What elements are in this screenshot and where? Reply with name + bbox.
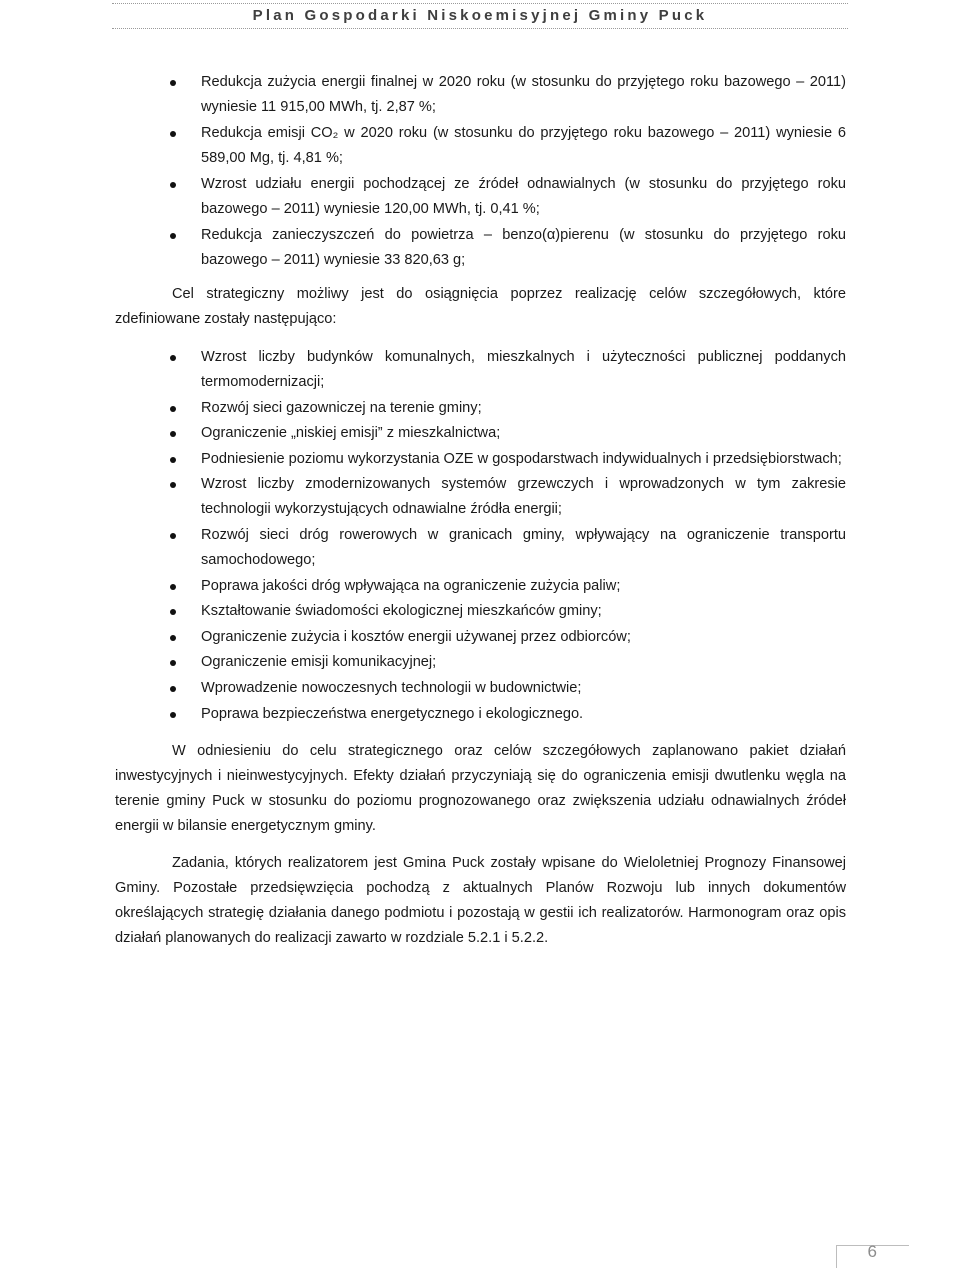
list-item: Redukcja zużycia energii finalnej w 2020 roku (w stosunku do przyjętego roku bazowego – 2011) wyniesie 11 915,00 MWh, tj. 2,87 %;: [115, 70, 846, 120]
bullet-icon: [170, 686, 176, 692]
list-item: Rozwój sieci dróg rowerowych w granicach gminy, wpływający na ograniczenie transportu samochodowego;: [115, 523, 846, 573]
bullet-icon: [170, 482, 176, 488]
header-rule-bottom: [112, 28, 848, 29]
bullet-icon: [170, 406, 176, 412]
list-item: Rozwój sieci gazowniczej na terenie gminy;: [115, 396, 846, 421]
list-item: Redukcja zanieczyszczeń do powietrza – benzo(α)pierenu (w stosunku do przyjętego roku bazowego – 2011) wyniesie 33 820,63 g;: [115, 223, 846, 273]
action-package-paragraph: W odniesieniu do celu strategicznego oraz celów szczegółowych zaplanowano pakiet działań inwestycyjnych i nieinwestycyjnych. Efekty działań przyczyniają się do ograniczenia emisji dwutlenku węgla na terenie gminy Puck w stosunku do poziomu prognozowanego oraz zwiększenia udziału odnawialnych źródeł energii w bilansie energetycznym gminy.: [115, 743, 846, 835]
list-item: Wprowadzenie nowoczesnych technologii w budownictwie;: [115, 676, 846, 701]
bullet-icon: [170, 609, 176, 615]
list-item: Wzrost liczby zmodernizowanych systemów grzewczych i wprowadzonych w tym zakresie technologii wykorzystujących odnawialne źródła energii;: [115, 472, 846, 522]
specific-goals-list: [115, 345, 846, 727]
bullet-icon: [170, 431, 176, 437]
intro-paragraph: Cel strategiczny możliwy jest do osiągnięcia poprzez realizację celów szczegółowych, które zdefiniowane zostały następująco:: [115, 286, 846, 327]
list-item: Ograniczenie „niskiej emisji” z mieszkalnictwa;: [115, 421, 846, 446]
bullet-icon: [170, 457, 176, 463]
page-footer: [836, 1242, 909, 1268]
page-number: 6: [867, 1242, 877, 1261]
page-header: [112, 0, 848, 30]
list-item: Wzrost udziału energii pochodzącej ze źródeł odnawialnych (w stosunku do przyjętego roku bazowego – 2011) wyniesie 120,00 MWh, tj. 0,41 %;: [115, 172, 846, 222]
tasks-paragraph: Zadania, których realizatorem jest Gmina Puck zostały wpisane do Wieloletniej Prognozy Finansowej Gminy. Pozostałe przedsięwzięcia pochodzą z aktualnych Planów Rozwoju lub innych dokumentów określających strategię działania danego podmiotu i pozostają w gestii ich realizatorów. Harmonogram oraz opis działań planowanych do realizacji zawarto w rozdziale 5.2.1 i 5.2.2.: [115, 855, 846, 947]
bullet-icon: [170, 182, 176, 188]
list-item: Redukcja emisji CO₂ w 2020 roku (w stosunku do przyjętego roku bazowego – 2011) wyniesie 6 589,00 Mg, tj. 4,81 %;: [115, 121, 846, 171]
list-item: Kształtowanie świadomości ekologicznej mieszkańców gminy;: [115, 599, 846, 624]
target-indicators-list: [115, 70, 846, 273]
bullet-icon: [170, 533, 176, 539]
document-body: [115, 70, 846, 951]
bullet-icon: [170, 233, 176, 239]
bullet-icon: [170, 355, 176, 361]
header-rule-top: [112, 3, 848, 4]
bullet-icon: [170, 584, 176, 590]
bullet-icon: [170, 131, 176, 137]
list-item: Wzrost liczby budynków komunalnych, mieszkalnych i użyteczności publicznej poddanych termomodernizacji;: [115, 345, 846, 395]
bullet-icon: [170, 660, 176, 666]
bullet-icon: [170, 635, 176, 641]
header-title: Plan Gospodarki Niskoemisyjnej Gminy Puck: [252, 7, 708, 24]
list-item: Poprawa bezpieczeństwa energetycznego i ekologicznego.: [115, 702, 846, 727]
bullet-icon: [170, 712, 176, 718]
list-item: Podniesienie poziomu wykorzystania OZE w gospodarstwach indywidualnych i przedsiębiorstwach;: [115, 447, 846, 472]
list-item: Poprawa jakości dróg wpływająca na ograniczenie zużycia paliw;: [115, 574, 846, 599]
bullet-icon: [170, 80, 176, 86]
list-item: Ograniczenie zużycia i kosztów energii używanej przez odbiorców;: [115, 625, 846, 650]
list-item: Ograniczenie emisji komunikacyjnej;: [115, 650, 846, 675]
